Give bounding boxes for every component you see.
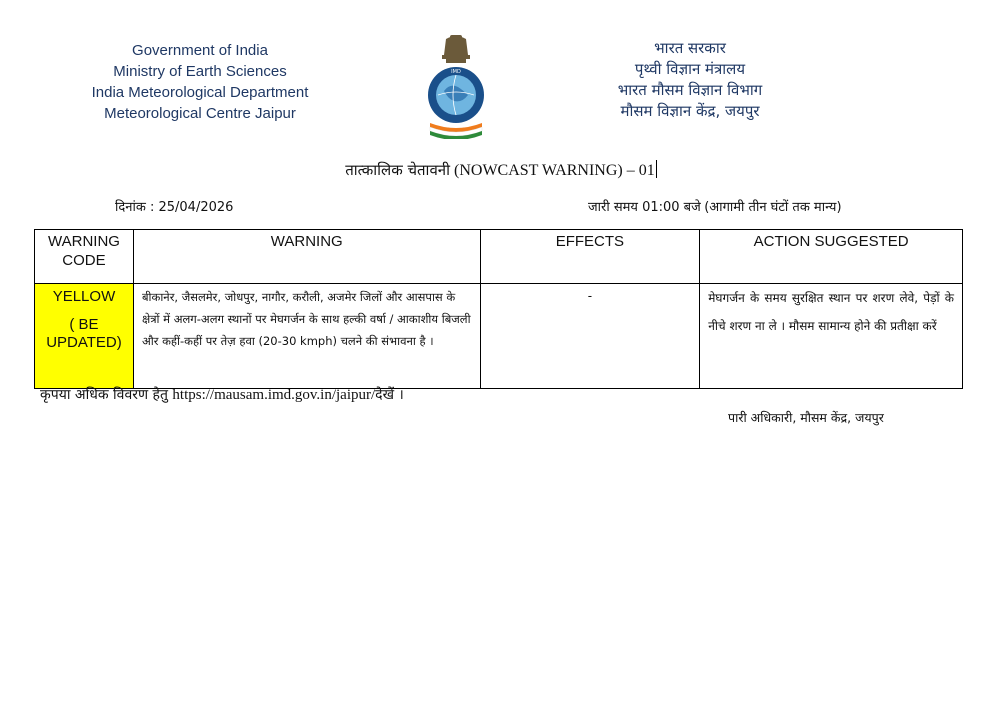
header-english xyxy=(70,40,330,124)
action-text: मेघगर्जन के समय सुरक्षित स्थान पर शरण लेवे, पेड़ों के नीचे शरण ना ले । मौसम सामान्य होने की प्रतीक्षा करें xyxy=(700,284,963,389)
header-warning: WARNING xyxy=(133,230,480,284)
warning-level-note: ( BE UPDATED) xyxy=(46,316,122,351)
header-english-line-1: Government of India xyxy=(132,42,268,59)
issue-validity: (आगामी तीन घंटों तक मान्य) xyxy=(704,200,842,215)
header-action: ACTION SUGGESTED xyxy=(700,230,963,284)
more-info-prefix: कृपया अधिक विवरण हेतु xyxy=(40,387,168,403)
warning-text: बीकानेर, जैसलमेर, जोधपुर, नागौर, करौली, अजमेर जिलों और आसपास के क्षेत्रों में अलग-अलग स्थानों पर मेघगर्जन के साथ हल्की वर्षा / आकाशीय बिजली और कहीं-कहीं पर तेज़ हवा (20-30 kmph) चलने की संभावना है । xyxy=(133,284,480,389)
more-info-suffix: देखें । xyxy=(375,387,404,403)
imd-emblem-icon xyxy=(424,33,488,139)
warning-code-cell xyxy=(35,284,134,389)
effects-text: - xyxy=(480,284,700,389)
more-info-url[interactable]: https://mausam.imd.gov.in/jaipur/ xyxy=(172,387,376,403)
table-header-row xyxy=(35,230,963,284)
issue-date xyxy=(115,197,233,216)
header-hindi-line-2: पृथ्वी विज्ञान मंत्रालय xyxy=(634,60,746,78)
header-hindi xyxy=(575,38,805,122)
warning-table xyxy=(34,229,963,389)
header-warning-code: WARNING CODE xyxy=(35,230,134,284)
svg-text:IMD: IMD xyxy=(451,69,461,75)
more-info-line xyxy=(40,385,404,404)
issue-time xyxy=(588,197,842,216)
issue-prefix: जारी समय 01:00 बजे xyxy=(588,200,701,215)
header-english-line-4: Meteorological Centre Jaipur xyxy=(104,105,296,122)
header-english-line-2: Ministry of Earth Sciences xyxy=(113,63,287,80)
header-hindi-line-1: भारत सरकार xyxy=(654,39,726,57)
warning-level: YELLOW xyxy=(52,288,116,305)
text-cursor xyxy=(656,160,657,178)
title-english: (NOWCAST WARNING) – 01 xyxy=(454,162,655,179)
header-effects: EFFECTS xyxy=(480,230,700,284)
date-label: दिनांक : 25/04/2026 xyxy=(115,200,234,215)
header-english-line-3: India Meteorological Department xyxy=(91,84,309,101)
page-title xyxy=(0,160,1002,180)
signature: पारी अधिकारी, मौसम केंद्र, जयपुर xyxy=(728,410,884,425)
header-hindi-line-3: भारत मौसम विज्ञान विभाग xyxy=(617,81,763,99)
table-row xyxy=(35,284,963,389)
header-hindi-line-4: मौसम विज्ञान केंद्र, जयपुर xyxy=(620,102,760,120)
title-hindi: तात्कालिक चेतावनी xyxy=(345,161,450,179)
